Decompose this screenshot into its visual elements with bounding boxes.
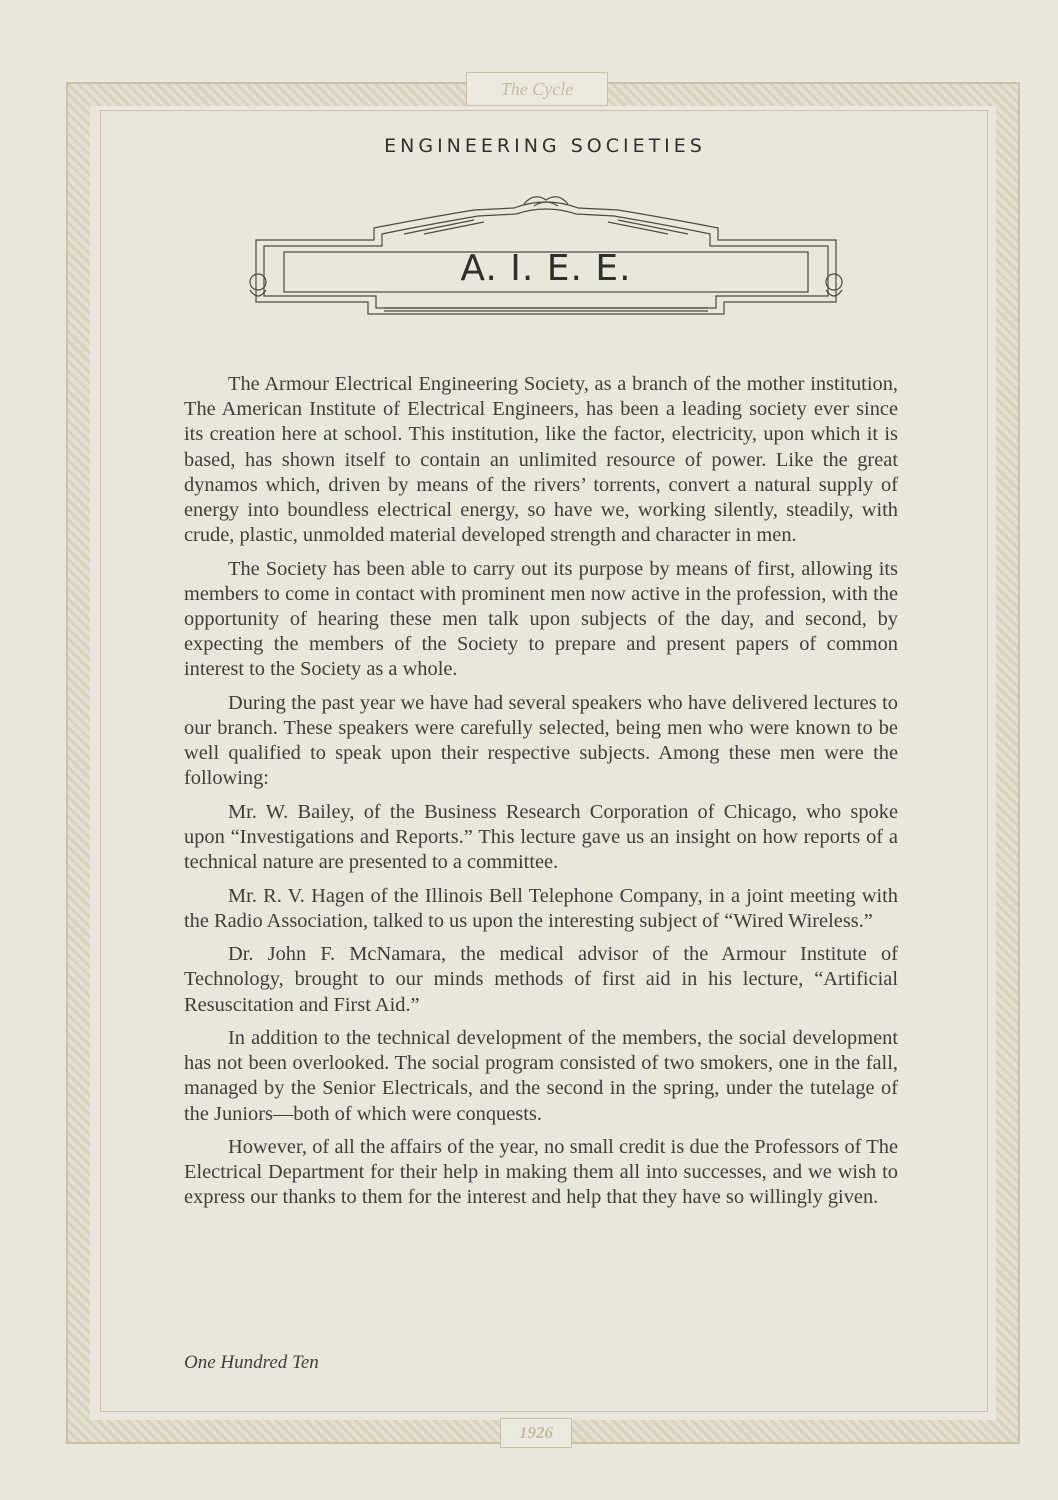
page-number: One Hundred Ten xyxy=(184,1352,319,1373)
paragraph-4: Mr. W. Bailey, of the Business Research Corporation of Chicago, who spoke upon “Investigations and Reports.” This lecture gave us an insight on how reports of a technical nature are presented to a committee. xyxy=(184,800,898,874)
article-body xyxy=(184,372,898,1219)
paragraph-6: Dr. John F. McNamara, the medical advisor of the Armour Institute of Technology, brought to our minds methods of first aid in his lecture, “Artificial Resuscitation and First Aid.” xyxy=(184,943,898,1016)
paragraph-5: Mr. R. V. Hagen of the Illinois Bell Telephone Company, in a joint meeting with the Radio Association, talked to us upon the interesting subject of “Wired Wireless.” xyxy=(184,884,898,932)
paragraph-8: However, of all the affairs of the year, no small credit is due the Professors of The Electrical Department for their help in making them all into successes, and we wish to express our thanks to them for the interest and help that they have so willingly given. xyxy=(184,1136,898,1209)
year-label: 1926 xyxy=(500,1418,572,1448)
paragraph-2: The Society has been able to carry out its purpose by means of first, allowing its members to come in contact with prominent men now active in the profession, with the opportunity of hearing these men talk upon subjects of the day, and second, by expecting the members of the Society to prepare and present papers of common interest to the Society as a whole. xyxy=(184,557,898,681)
section-title: ENGINEERING SOCIETIES xyxy=(384,135,706,157)
paragraph-7: In addition to the technical development of the members, the social development has not been overlooked. The social program consisted of two smokers, one in the fall, managed by the Senior Electricals, and the second in the spring, under the tutelage of the Juniors—both of which were conquests. xyxy=(184,1027,898,1125)
paragraph-3: During the past year we have had several speakers who have delivered lectures to our branch. These speakers were carefully selected, being men who were known to be well qualified to speak upon their respective subjects. Among these men were the following: xyxy=(184,691,898,790)
banner-title: A. I. E. E. xyxy=(460,248,632,289)
paragraph-1: The Armour Electrical Engineering Society, as a branch of the mother institution, The American Institute of Electrical Engineers, has been a leading society ever since its creation here at school. This institution, like the factor, electricity, upon which it is based, has shown itself to contain an unlimited resource of power. Like the great dynamos which, driven by means of the rivers’ torrents, convert a natural supply of energy into boundless electrical energy, so have we, working silently, steadily, with crude, plastic, unmolded material developed strength and character in men. xyxy=(184,373,898,547)
running-head: The Cycle xyxy=(466,72,608,106)
